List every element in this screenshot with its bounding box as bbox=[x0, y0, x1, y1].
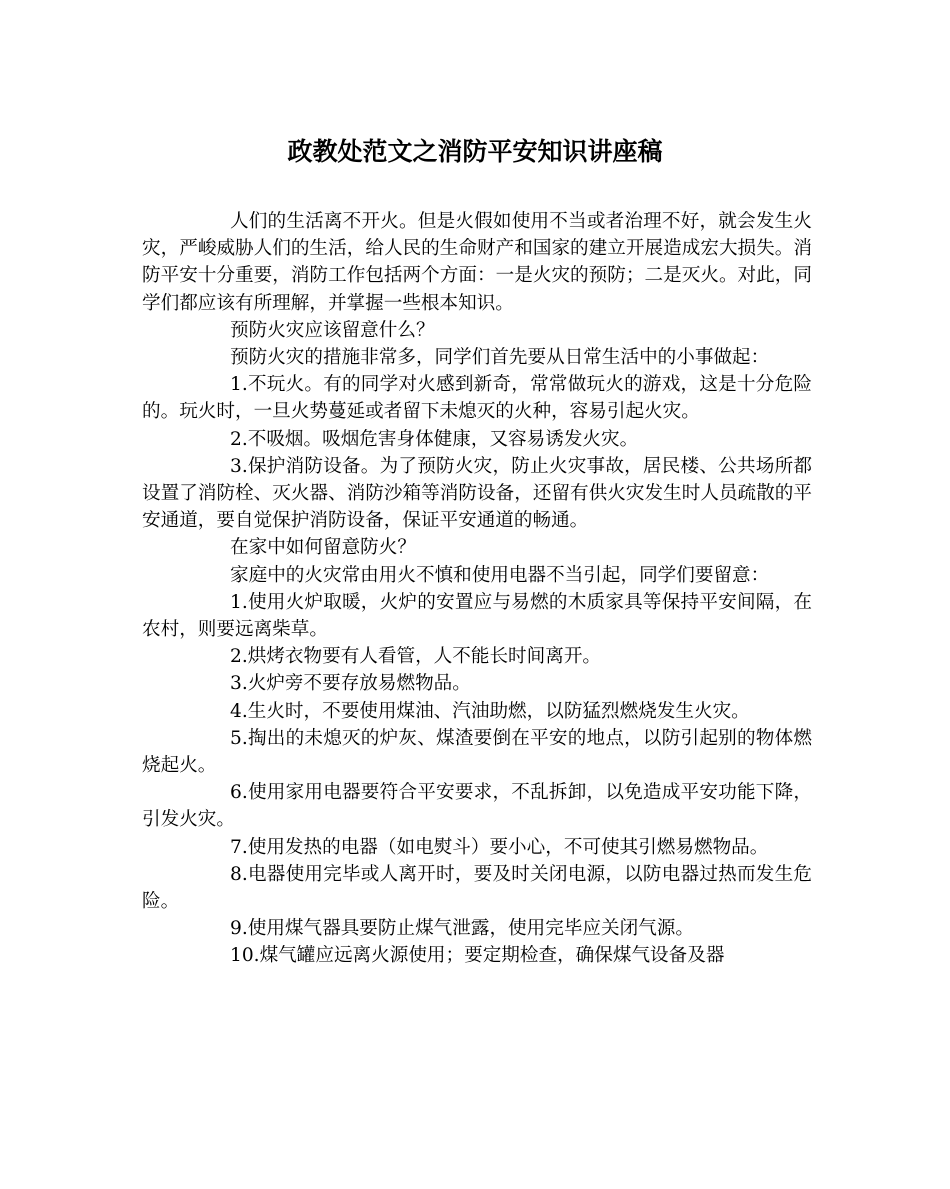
list-item: 6.使用家用电器要符合平安要求，不乱拆卸，以免造成平安功能下降，引发火灾。 bbox=[142, 782, 812, 831]
paragraph-home-intro: 家庭中的火灾常由用火不慎和使用电器不当引起，同学们要留意： bbox=[230, 564, 770, 586]
list-item: 1.不玩火。有的同学对火感到新奇，常常做玩火的游戏，这是十分危险的。玩火时，一旦火势蔓延或者留下未熄灭的火种，容易引起火灾。 bbox=[142, 374, 812, 423]
paragraph-prevention-intro: 预防火灾的措施非常多，同学们首先要从日常生活中的小事做起： bbox=[230, 347, 770, 369]
list-item: 3.保护消防设备。为了预防火灾，防止火灾事故，居民楼、公共场所都设置了消防栓、灭火器、消防沙箱等消防设备，还留有供火灾发生时人员疏散的平安通道，要自觉保护消防设备，保证平安通道的畅通。 bbox=[142, 455, 812, 532]
list-item: 5.掏出的未熄灭的炉灰、煤渣要倒在平安的地点，以防引起别的物体燃烧起火。 bbox=[142, 727, 812, 777]
paragraph-intro: 人们的生活离不开火。但是火假如使用不当或者治理不好，就会发生火灾，严峻威胁人们的生活，给人民的生命财产和国家的建立开展造成宏大损失。消防平安十分重要，消防工作包括两个方面：一是火灾的预防；二是灭火。对此，同学们都应该有所理解，并掌握一些根本知识。 bbox=[142, 211, 812, 314]
list-item: 10.煤气罐应远离火源使用；要定期检查，确保煤气设备及器 bbox=[230, 945, 725, 967]
list-item: 2.不吸烟。吸烟危害身体健康，又容易诱发火灾。 bbox=[230, 428, 639, 450]
section-heading-fire-prevention: 预防火灾应该留意什么？ bbox=[230, 319, 435, 341]
list-item: 4.生火时，不要使用煤油、汽油助燃，以防猛烈燃烧发生火灾。 bbox=[230, 700, 750, 722]
list-item: 3.火炉旁不要存放易燃物品。 bbox=[230, 673, 471, 695]
document-body bbox=[142, 208, 812, 970]
list-item: 1.使用火炉取暖，火炉的安置应与易燃的木质家具等保持平安间隔，在农村，则要远离柴草。 bbox=[142, 591, 812, 641]
section-heading-home-fire: 在家中如何留意防火？ bbox=[230, 537, 416, 559]
list-item: 9.使用煤气器具要防止煤气泄露，使用完毕应关闭气源。 bbox=[230, 918, 694, 940]
list-item: 8.电器使用完毕或人离开时，要及时关闭电源，以防电器过热而发生危险。 bbox=[142, 863, 812, 913]
list-item: 2.烘烤衣物要有人看管，人不能长时间离开。 bbox=[230, 646, 602, 668]
page-title: 政教处范文之消防平安知识讲座稿 bbox=[287, 137, 663, 166]
list-item: 7.使用发热的电器（如电熨斗）要小心，不可使其引燃易燃物品。 bbox=[230, 836, 769, 858]
